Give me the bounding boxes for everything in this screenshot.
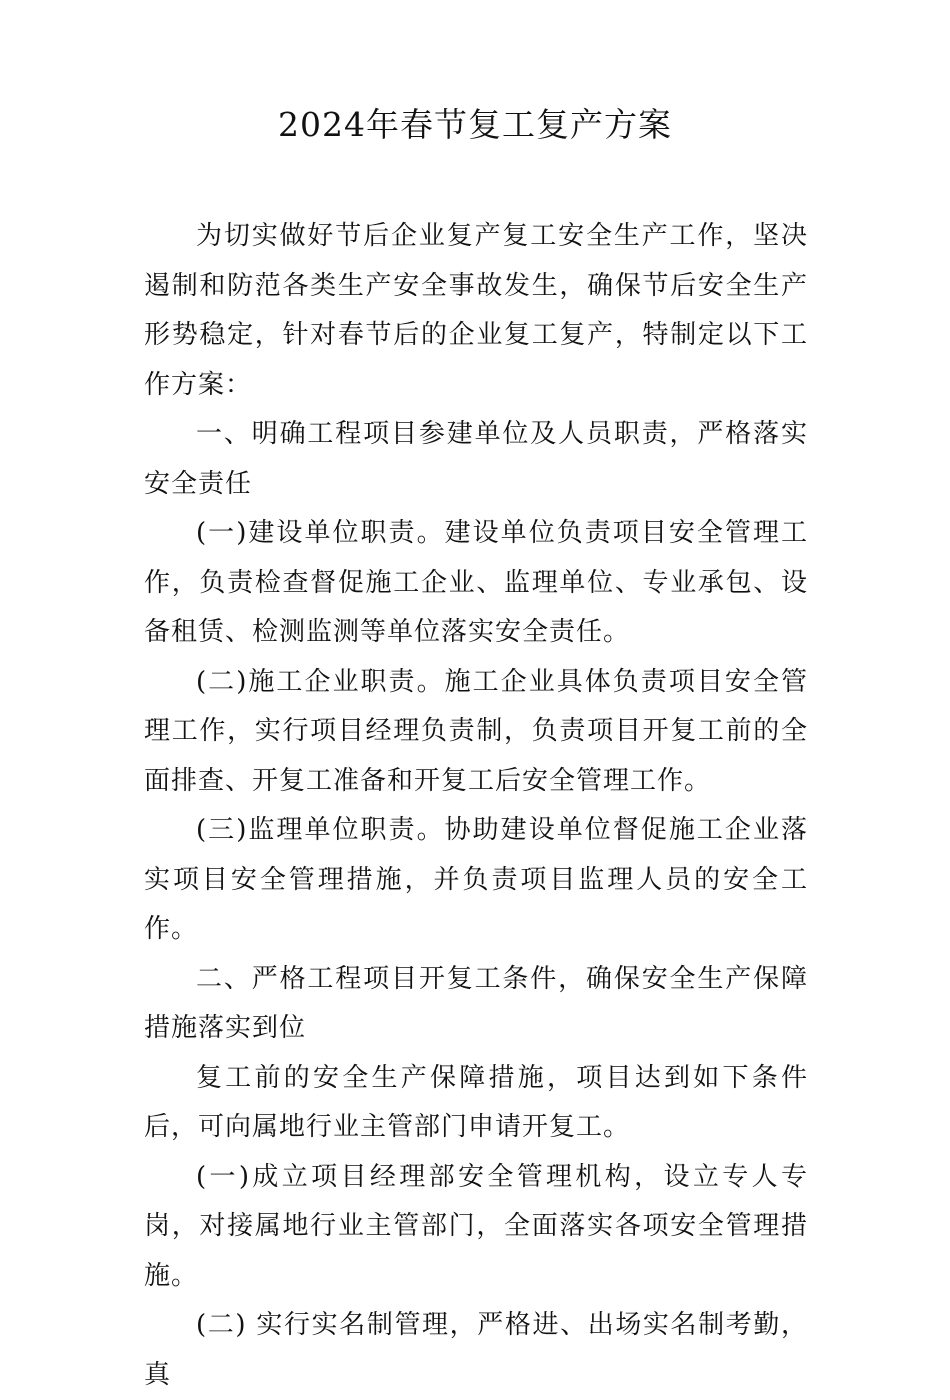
document-title: 2024年春节复工复产方案	[278, 105, 672, 144]
paragraph-contractor-duties: (二)施工企业职责。施工企业具体负责项目安全管理工作，实行项目经理负责制，负责项目开复工前的全面排查、开复工准备和开复工后安全管理工作。	[144, 666, 808, 796]
paragraph-resumption-conditions: 复工前的安全生产保障措施，项目达到如下条件后，可向属地行业主管部门申请开复工。	[144, 1062, 808, 1142]
paragraph-supervisor-duties: (三)监理单位职责。协助建设单位督促施工企业落实项目安全管理措施，并负责项目监理人员的安全工作。	[144, 815, 808, 944]
paragraph-safety-organization: (一)成立项目经理部安全管理机构，设立专人专岗，对接属地行业主管部门，全面落实各项安全管理措施。	[144, 1161, 808, 1291]
section-heading-1: 一、明确工程项目参建单位及人员职责，严格落实安全责任	[144, 419, 808, 499]
paragraph-builder-duties: (一)建设单位职责。建设单位负责项目安全管理工作，负责检查督促施工企业、监理单位、专业承包、设备租赁、检测监测等单位落实安全责任。	[144, 518, 808, 647]
document-body	[144, 212, 808, 1400]
section-heading-2: 二、严格工程项目开复工条件，确保安全生产保障措施落实到位	[144, 963, 808, 1043]
intro-paragraph: 为切实做好节后企业复产复工安全生产工作，坚决遏制和防范各类生产安全事故发生，确保节后安全生产形势稳定，针对春节后的企业复工复产，特制定以下工作方案：	[144, 221, 808, 400]
paragraph-real-name-management: (二) 实行实名制管理，严格进、出场实名制考勤，真	[144, 1310, 808, 1390]
